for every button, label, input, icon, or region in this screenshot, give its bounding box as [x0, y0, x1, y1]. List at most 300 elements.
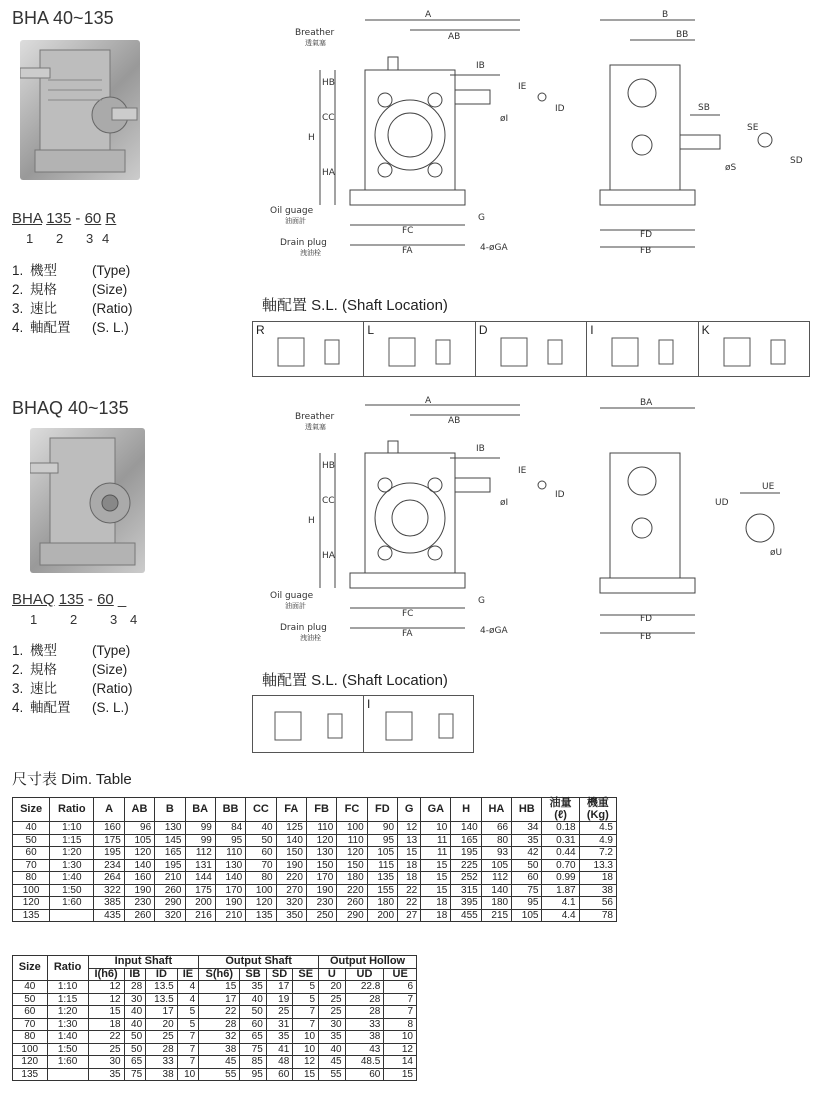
- table-cell: 50: [124, 1043, 146, 1056]
- table-cell: 190: [306, 884, 336, 897]
- ratio-cell: 1:20: [50, 847, 94, 860]
- table-cell: 210: [155, 872, 185, 885]
- table-cell: 150: [276, 847, 306, 860]
- table-cell: 14: [384, 1056, 417, 1069]
- col-bb: BB: [215, 798, 245, 822]
- table-cell: 48.5: [345, 1056, 384, 1069]
- table-cell: 195: [94, 847, 124, 860]
- bha-code-numbers: 1 2 3 4: [26, 231, 110, 246]
- col2-ie: IE: [177, 968, 199, 981]
- bhaq-sl-title: 軸配置 S.L. (Shaft Location): [262, 672, 448, 689]
- table-row: [13, 1056, 417, 1069]
- size-cell: 100: [13, 1043, 48, 1056]
- table-cell: 120: [246, 897, 276, 910]
- size-cell: 70: [13, 1018, 48, 1031]
- table-cell: 0.70: [542, 859, 579, 872]
- sl-option-i: I: [587, 322, 698, 376]
- table-cell: 290: [155, 897, 185, 910]
- size-cell: 120: [13, 897, 50, 910]
- col-fd: FD: [367, 798, 397, 822]
- table-cell: 40: [124, 1006, 146, 1019]
- table-cell: 17: [146, 1006, 178, 1019]
- bhaq-model-code: BHAQ 135 - 60 _: [12, 591, 127, 608]
- table-cell: 140: [276, 834, 306, 847]
- bhaq-shaft-location-strip: [252, 695, 474, 753]
- col2-s: S(h6): [199, 968, 240, 981]
- table-cell: 0.18: [542, 822, 579, 835]
- ratio-cell: 1:50: [47, 1043, 88, 1056]
- table-cell: 80: [246, 872, 276, 885]
- table-cell: 190: [124, 884, 154, 897]
- table-cell: 93: [481, 847, 511, 860]
- table-cell: 75: [240, 1043, 267, 1056]
- table-cell: 216: [185, 909, 215, 922]
- table-cell: 17: [199, 993, 240, 1006]
- dim-ga-label: 4-øGA: [480, 243, 508, 253]
- table-row: [13, 822, 617, 835]
- bha-title: BHA 40~135: [12, 8, 114, 28]
- table-cell: 70: [246, 859, 276, 872]
- col2-ib: IB: [124, 968, 146, 981]
- col2-i: I(h6): [88, 968, 124, 981]
- table-cell: 120: [337, 847, 367, 860]
- dim-fc-label-q: FC: [402, 609, 414, 619]
- table-cell: 35: [266, 1031, 293, 1044]
- table-cell: 15: [421, 872, 451, 885]
- col2-ud: UD: [345, 968, 384, 981]
- table-cell: 252: [451, 872, 481, 885]
- table-cell: 180: [337, 872, 367, 885]
- col-a: A: [94, 798, 124, 822]
- table-cell: 13.5: [146, 981, 178, 994]
- table-cell: 170: [306, 872, 336, 885]
- dim-ie-label-q: IE: [518, 466, 527, 476]
- col2-id: ID: [146, 968, 178, 981]
- table-cell: 34: [512, 822, 542, 835]
- table-cell: 75: [512, 884, 542, 897]
- sl-option-d: D: [476, 322, 587, 376]
- shaft-table: [12, 955, 417, 1081]
- table-cell: 234: [94, 859, 124, 872]
- dim-cc-label-q: CC: [322, 496, 335, 506]
- dim-i-label-q: øI: [500, 498, 509, 508]
- sl-option-k: K: [699, 322, 809, 376]
- breather-zh-label-q: 透氣塞: [305, 423, 326, 431]
- table-cell: 10: [177, 1068, 199, 1081]
- group-output-hollow: Output Hollow: [319, 956, 417, 969]
- table-cell: 190: [276, 859, 306, 872]
- size-cell: 135: [13, 1068, 48, 1081]
- dim-se-label: SE: [747, 123, 759, 133]
- table-cell: 110: [337, 834, 367, 847]
- table-cell: 115: [367, 859, 397, 872]
- ratio-cell: 1:40: [50, 872, 94, 885]
- bha-model-code: BHA 135 - 60 R: [12, 210, 117, 227]
- dim-ue-label: UE: [762, 482, 775, 492]
- table-cell: 40: [124, 1018, 146, 1031]
- table-cell: 4: [177, 993, 199, 1006]
- table-cell: 7: [293, 1006, 319, 1019]
- table-cell: 50: [240, 1006, 267, 1019]
- table-cell: 11: [421, 847, 451, 860]
- bhaq-product-photo: [30, 428, 145, 573]
- dim-fd-label: FD: [640, 230, 653, 240]
- size-cell: 135: [13, 909, 50, 922]
- drain-plug-label: Drain plug: [280, 238, 327, 248]
- dim-id-label: ID: [555, 104, 565, 114]
- table-cell: 48: [266, 1056, 293, 1069]
- dim-a-label-q: A: [425, 396, 432, 406]
- table-cell: 4.1: [542, 897, 579, 910]
- group-output-shaft: Output Shaft: [199, 956, 319, 969]
- table-cell: 18: [398, 859, 421, 872]
- dim-hb-label: HB: [322, 78, 335, 88]
- table-cell: 210: [215, 909, 245, 922]
- table-cell: 38: [199, 1043, 240, 1056]
- table-cell: 60: [246, 847, 276, 860]
- gearbox-hollow-i-icon: [364, 696, 474, 750]
- table-cell: 50: [246, 834, 276, 847]
- table-cell: 18: [421, 909, 451, 922]
- col-oil: 油量 (ℓ): [542, 798, 579, 822]
- table-cell: 7: [177, 1056, 199, 1069]
- table-cell: 25: [319, 993, 346, 1006]
- table-cell: 8: [384, 1018, 417, 1031]
- gearbox-d-icon: [476, 322, 586, 374]
- bha-side-view-drawing: [590, 5, 810, 255]
- col-hb: HB: [512, 798, 542, 822]
- table-cell: 10: [421, 822, 451, 835]
- table-cell: 95: [215, 834, 245, 847]
- ratio-cell: 1:15: [50, 834, 94, 847]
- dim-u-label: øU: [770, 548, 783, 558]
- table-cell: 15: [293, 1068, 319, 1081]
- table-cell: 100: [246, 884, 276, 897]
- table-cell: 195: [451, 847, 481, 860]
- table-row: [13, 834, 617, 847]
- ratio-cell: 1:15: [47, 993, 88, 1006]
- table-cell: 5: [177, 1018, 199, 1031]
- table-cell: 455: [451, 909, 481, 922]
- table-cell: 15: [88, 1006, 124, 1019]
- bha-product-photo: [20, 40, 140, 180]
- table-cell: 13: [398, 834, 421, 847]
- table-cell: 140: [451, 822, 481, 835]
- col-fb: FB: [306, 798, 336, 822]
- table-cell: 6: [384, 981, 417, 994]
- table-cell: 130: [215, 859, 245, 872]
- table-cell: 320: [155, 909, 185, 922]
- table-cell: 85: [240, 1056, 267, 1069]
- size-cell: 70: [13, 859, 50, 872]
- table-cell: 215: [481, 909, 511, 922]
- table-cell: 105: [367, 847, 397, 860]
- sl-option-i-hollow: I: [364, 696, 474, 752]
- ratio-cell: 1:60: [50, 897, 94, 910]
- table-cell: 78: [579, 909, 616, 922]
- table-cell: 5: [293, 981, 319, 994]
- table-cell: 100: [337, 822, 367, 835]
- col-weight: 機重 (Kg): [579, 798, 616, 822]
- table-cell: 38: [345, 1031, 384, 1044]
- table-cell: 84: [215, 822, 245, 835]
- table-cell: 42: [512, 847, 542, 860]
- table-cell: 40: [319, 1043, 346, 1056]
- col-h: H: [451, 798, 481, 822]
- dim-ha-label-q: HA: [322, 551, 335, 561]
- dim-fd-label-q: FD: [640, 614, 653, 624]
- table-cell: 180: [481, 897, 511, 910]
- size-cell: 40: [13, 981, 48, 994]
- table-cell: 60: [345, 1068, 384, 1081]
- size-cell: 80: [13, 1031, 48, 1044]
- col-ga: GA: [421, 798, 451, 822]
- gearbox-hollow-icon: [253, 696, 363, 750]
- size-cell: 60: [13, 1006, 48, 1019]
- dim-fb-label-q: FB: [640, 632, 652, 642]
- dim-fa-label-q: FA: [402, 629, 413, 639]
- table-cell: 190: [215, 897, 245, 910]
- ratio-cell: 1:20: [47, 1006, 88, 1019]
- sl-option-l: L: [364, 322, 475, 376]
- bhaq-side-view-drawing: [590, 393, 810, 643]
- table-cell: 4: [177, 981, 199, 994]
- shaft-table-body: [13, 981, 417, 1081]
- table-cell: 195: [155, 859, 185, 872]
- col-ba: BA: [185, 798, 215, 822]
- table-cell: 385: [94, 897, 124, 910]
- table-cell: 260: [155, 884, 185, 897]
- table-cell: 19: [266, 993, 293, 1006]
- drain-plug-label-q: Drain plug: [280, 623, 327, 633]
- table-cell: 270: [276, 884, 306, 897]
- ratio-cell: 1:10: [50, 822, 94, 835]
- dim-fc-label: FC: [402, 226, 414, 236]
- table-cell: 22: [398, 897, 421, 910]
- table-cell: 160: [94, 822, 124, 835]
- table-cell: 15: [421, 884, 451, 897]
- table-cell: 35: [240, 981, 267, 994]
- table-cell: 25: [266, 1006, 293, 1019]
- table-cell: 35: [88, 1068, 124, 1081]
- table-row: [13, 859, 617, 872]
- dim-hb-label-q: HB: [322, 461, 335, 471]
- dim-sd-label: SD: [790, 156, 803, 166]
- table-row: [13, 1018, 417, 1031]
- table-cell: 28: [345, 1006, 384, 1019]
- table-cell: 28: [345, 993, 384, 1006]
- table-cell: 200: [185, 897, 215, 910]
- table-row: [13, 993, 417, 1006]
- ratio-cell: 1:60: [47, 1056, 88, 1069]
- dim-fa-label: FA: [402, 246, 413, 256]
- drain-plug-zh-label-q: 洩油栓: [300, 634, 321, 642]
- table-cell: 112: [481, 872, 511, 885]
- table-row: [13, 1043, 417, 1056]
- table-cell: 175: [94, 834, 124, 847]
- group-input-shaft: Input Shaft: [88, 956, 199, 969]
- table-cell: 12: [88, 993, 124, 1006]
- table-cell: 230: [124, 897, 154, 910]
- table-cell: 12: [293, 1056, 319, 1069]
- table-cell: 135: [246, 909, 276, 922]
- table-cell: 33: [345, 1018, 384, 1031]
- table-cell: 200: [367, 909, 397, 922]
- table-cell: 50: [512, 859, 542, 872]
- table-cell: 130: [306, 847, 336, 860]
- dim-ud-label: UD: [715, 498, 729, 508]
- table-cell: 30: [88, 1056, 124, 1069]
- table-cell: 125: [276, 822, 306, 835]
- table-row: [13, 1006, 417, 1019]
- bhaq-title: BHAQ 40~135: [12, 398, 129, 418]
- col-ratio: Ratio: [50, 798, 94, 822]
- table-cell: 10: [293, 1031, 319, 1044]
- table-cell: 40: [246, 822, 276, 835]
- table-cell: 140: [215, 872, 245, 885]
- table-cell: 130: [155, 822, 185, 835]
- col-fc: FC: [337, 798, 367, 822]
- table-cell: 165: [451, 834, 481, 847]
- table-cell: 45: [319, 1056, 346, 1069]
- table-cell: 31: [266, 1018, 293, 1031]
- table-cell: 170: [215, 884, 245, 897]
- oil-gauge-zh-label: 油面計: [285, 217, 306, 225]
- col2-ue: UE: [384, 968, 417, 981]
- breather-zh-label: 透氣塞: [305, 39, 326, 47]
- table-cell: 110: [306, 822, 336, 835]
- oil-gauge-zh-label-q: 油面計: [285, 602, 306, 610]
- table-cell: 140: [124, 859, 154, 872]
- dim-bb-label: BB: [676, 30, 689, 40]
- dim-g-label: G: [478, 213, 485, 223]
- col2-u: U: [319, 968, 346, 981]
- gearbox-hollow-photo-icon: [30, 428, 145, 573]
- table-cell: 18: [398, 872, 421, 885]
- col2-sd: SD: [266, 968, 293, 981]
- table-cell: 75: [124, 1068, 146, 1081]
- table-cell: 20: [146, 1018, 178, 1031]
- size-cell: 60: [13, 847, 50, 860]
- table-cell: 60: [240, 1018, 267, 1031]
- table-cell: 120: [124, 847, 154, 860]
- table-cell: 22: [398, 884, 421, 897]
- table-cell: 56: [579, 897, 616, 910]
- col2-ratio: Ratio: [47, 956, 88, 981]
- table-cell: 13.5: [146, 993, 178, 1006]
- table-cell: 4.9: [579, 834, 616, 847]
- oil-gauge-label-q: Oil guage: [270, 591, 314, 601]
- col-g: G: [398, 798, 421, 822]
- table-cell: 65: [124, 1056, 146, 1069]
- table-cell: 165: [155, 847, 185, 860]
- dim-h-label-q: H: [308, 516, 315, 526]
- dim-ba-label: BA: [640, 398, 653, 408]
- dim-table-title: 尺寸表 Dim. Table: [12, 771, 132, 788]
- table-cell: 395: [451, 897, 481, 910]
- table-cell: 155: [367, 884, 397, 897]
- table-cell: 225: [451, 859, 481, 872]
- size-cell: 120: [13, 1056, 48, 1069]
- col-fa: FA: [276, 798, 306, 822]
- col-cc: CC: [246, 798, 276, 822]
- table-cell: 12: [88, 981, 124, 994]
- dim-b-label: B: [662, 10, 669, 20]
- table-cell: 131: [185, 859, 215, 872]
- table-cell: 22: [88, 1031, 124, 1044]
- table-cell: 180: [367, 897, 397, 910]
- table-cell: 18: [88, 1018, 124, 1031]
- table-row: [13, 1068, 417, 1081]
- table-cell: 160: [124, 872, 154, 885]
- table-cell: 10: [293, 1043, 319, 1056]
- table-cell: 15: [421, 859, 451, 872]
- ratio-cell: 1:30: [47, 1018, 88, 1031]
- table-cell: 315: [451, 884, 481, 897]
- col-ab: AB: [124, 798, 154, 822]
- bha-legend: 1. 機型 (Type) 2. 規格 (Size) 3. 速比 (Ratio) 4. 軸配置 (S. L.): [12, 263, 133, 335]
- table-cell: 17: [266, 981, 293, 994]
- table-cell: 90: [367, 822, 397, 835]
- dim-g-label-q: G: [478, 596, 485, 606]
- table-cell: 140: [481, 884, 511, 897]
- dim-ie-label: IE: [518, 82, 527, 92]
- table-cell: 0.99: [542, 872, 579, 885]
- table-cell: 99: [185, 834, 215, 847]
- table-cell: 220: [276, 872, 306, 885]
- bhaq-code-numbers: 1 2 3 4: [30, 612, 138, 627]
- table-cell: 105: [481, 859, 511, 872]
- size-cell: 50: [13, 834, 50, 847]
- table-cell: 66: [481, 822, 511, 835]
- dim-ib-label-q: IB: [476, 444, 485, 454]
- table-cell: 50: [124, 1031, 146, 1044]
- table-cell: 7.2: [579, 847, 616, 860]
- table-cell: 105: [512, 909, 542, 922]
- table-cell: 27: [398, 909, 421, 922]
- table-cell: 25: [319, 1006, 346, 1019]
- table-row: [13, 909, 617, 922]
- table-cell: 13.3: [579, 859, 616, 872]
- table-cell: 135: [367, 872, 397, 885]
- table-cell: 65: [240, 1031, 267, 1044]
- table-row: [13, 872, 617, 885]
- table-cell: 95: [240, 1068, 267, 1081]
- table-cell: 7: [384, 1006, 417, 1019]
- table-row: [13, 884, 617, 897]
- table-cell: 260: [124, 909, 154, 922]
- bhaq-front-view-drawing: [270, 393, 580, 643]
- gearbox-r-icon: [253, 322, 363, 374]
- dim-i-label: øI: [500, 114, 509, 124]
- table-cell: 55: [319, 1068, 346, 1081]
- table-cell: 38: [579, 884, 616, 897]
- table-cell: 145: [155, 834, 185, 847]
- table-cell: 15: [199, 981, 240, 994]
- table-cell: 250: [306, 909, 336, 922]
- dim-ga-label-q: 4-øGA: [480, 626, 508, 636]
- dim-h-label: H: [308, 133, 315, 143]
- breather-label: Breather: [295, 28, 335, 38]
- gearbox-i-icon: [587, 322, 697, 374]
- col-ha: HA: [481, 798, 511, 822]
- breather-label-q: Breather: [295, 412, 335, 422]
- dimension-table: [12, 797, 617, 922]
- table-cell: 25: [88, 1043, 124, 1056]
- ratio-cell: 1:10: [47, 981, 88, 994]
- table-cell: 4.4: [542, 909, 579, 922]
- table-cell: 10: [384, 1031, 417, 1044]
